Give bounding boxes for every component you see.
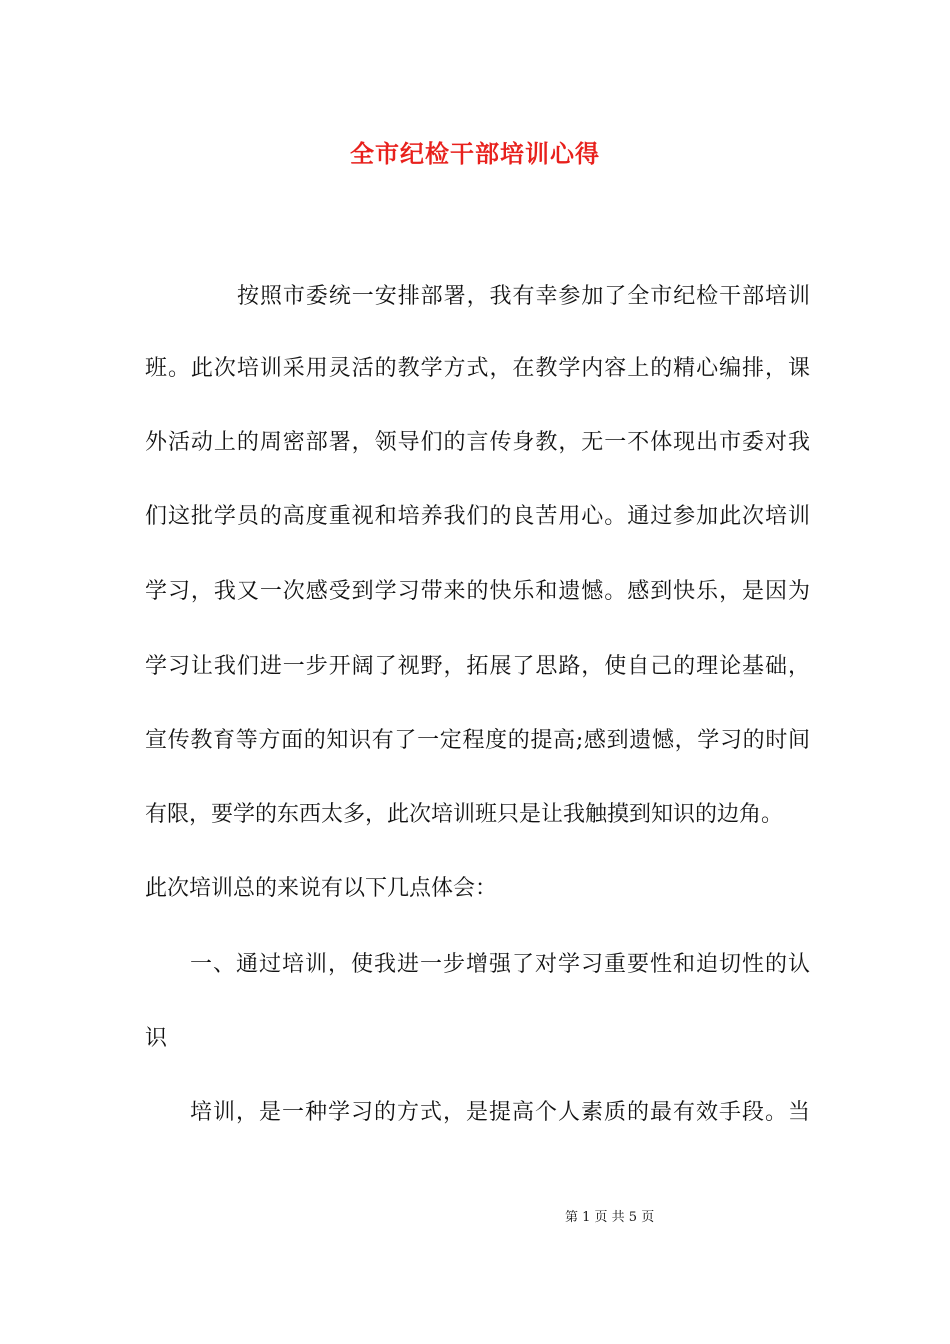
- paragraph-line-2: 班。此次培训采用灵活的教学方式，在教学内容上的精心编排，课: [145, 356, 810, 381]
- paragraph-line-4: 们这批学员的高度重视和培养我们的良苦用心。通过参加此次培训: [145, 504, 810, 529]
- paragraph-line-5: 学习，我又一次感受到学习带来的快乐和遗憾。感到快乐，是因为: [145, 579, 810, 604]
- paragraph-line-9: 此次培训总的来说有以下几点体会：: [145, 876, 498, 901]
- paragraph-line-7: 宣传教育等方面的知识有了一定程度的提高;感到遗憾，学习的时间: [145, 728, 810, 753]
- document-title: 全市纪检干部培训心得: [350, 139, 600, 168]
- paragraph-line-3: 外活动上的周密部署，领导们的言传身教，无一不体现出市委对我: [145, 430, 810, 455]
- section-heading-line-1: 一、通过培训，使我进一步增强了对学习重要性和迫切性的认: [190, 952, 810, 977]
- paragraph-line-1: 按照市委统一安排部署，我有幸参加了全市纪检干部培训: [237, 284, 810, 309]
- paragraph-line-6: 学习让我们进一步开阔了视野，拓展了思路，使自己的理论基础，: [145, 654, 810, 679]
- page-footer: 第 1 页 共 5 页: [565, 1210, 655, 1225]
- section-heading-line-2: 识: [145, 1026, 168, 1051]
- paragraph-line-8: 有限，要学的东西太多，此次培训班只是让我触摸到知识的边角。: [145, 802, 784, 827]
- paragraph-line-10: 培训，是一种学习的方式，是提高个人素质的最有效手段。当: [190, 1100, 810, 1125]
